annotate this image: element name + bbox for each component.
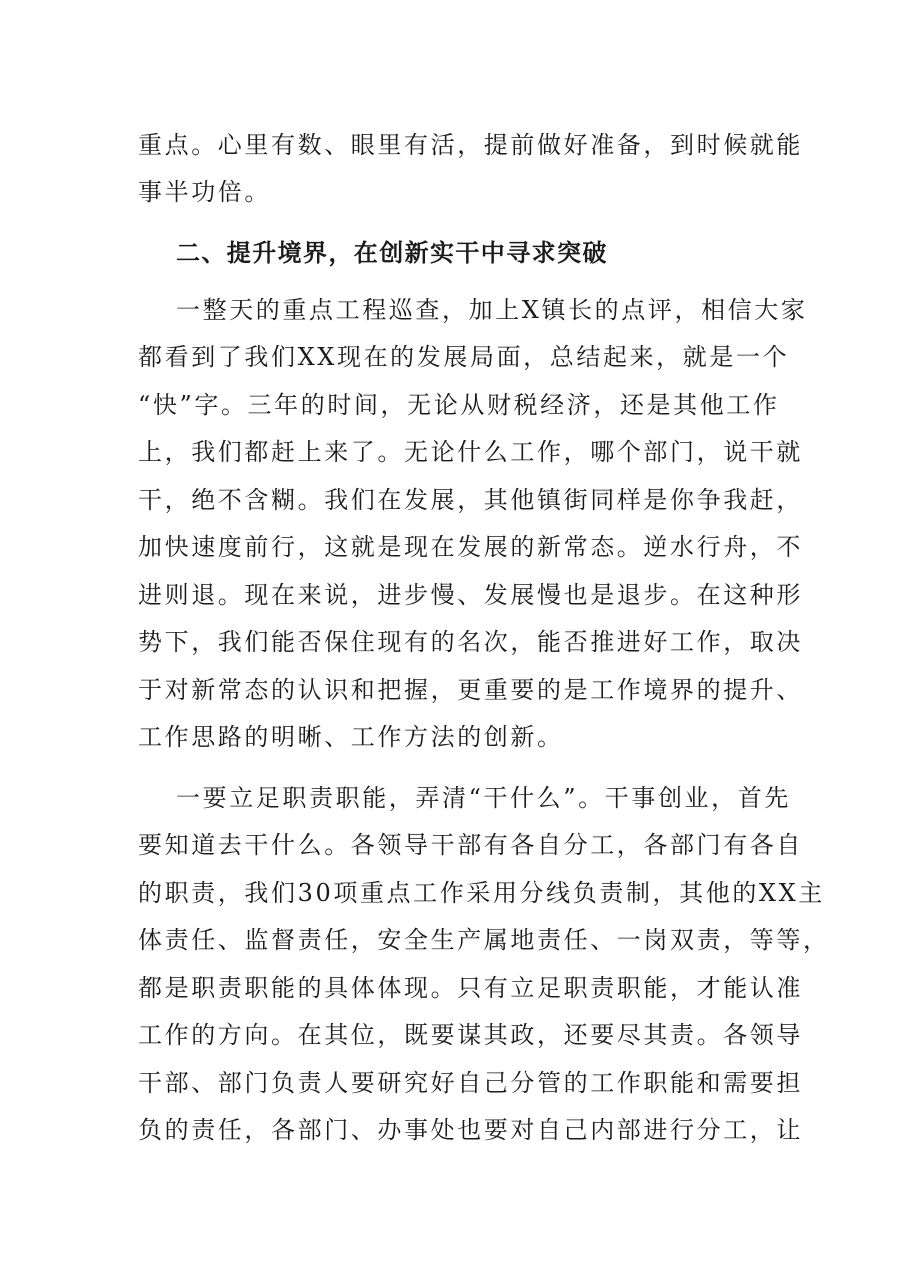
paragraph-line: “快”字。三年的时间，无论从财税经济，还是其他工作 [138,391,780,419]
paragraph-line: 都看到了我们XX现在的发展局面，总结起来，就是一个 [138,343,790,371]
paragraph-line: 工作思路的明晰、工作方法的创新。 [138,723,564,751]
paragraph-line: 上，我们都赶上来了。无论什么工作，哪个部门，说干就 [138,438,803,466]
paragraph-line: 工作的方向。在其位，既要谋其政，还要尽其责。各领导 [138,1021,803,1049]
section-heading: 二、提升境界，在创新实干中寻求突破 [176,239,608,267]
paragraph-line: 都是职责职能的具体体现。只有立足职责职能，才能认准 [138,974,803,1002]
paragraph-line: 一整天的重点工程巡查，加上X镇长的点评，相信大家 [176,296,808,324]
paragraph-line: 重点。心里有数、眼里有活，提前做好准备，到时候就能 [138,131,803,159]
paragraph-line: 负的责任，各部门、办事处也要对自己内部进行分工，让 [138,1116,803,1144]
paragraph-line: 要知道去干什么。各领导干部有各自分工，各部门有各自 [138,831,803,859]
paragraph-line: 加快速度前行，这就是现在发展的新常态。逆水行舟，不 [138,533,803,561]
paragraph-line: 事半功倍。 [138,178,271,206]
paragraph-line: 进则退。现在来说，进步慢、发展慢也是退步。在这种形 [138,581,803,609]
paragraph-line: 一要立足职责职能，弄清“干什么”。干事创业，首先 [176,784,791,812]
paragraph-line: 干部、部门负责人要研究好自己分管的工作职能和需要担 [138,1069,803,1097]
paragraph-line: 于对新常态的认识和把握，更重要的是工作境界的提升、 [138,676,803,704]
paragraph-line: 势下，我们能否保住现有的名次，能否推进好工作，取决 [138,628,803,656]
paragraph-line: 体责任、监督责任，安全生产属地责任、一岗双责，等等， [138,926,830,954]
paragraph-line: 干，绝不含糊。我们在发展，其他镇街同样是你争我赶， [138,486,803,514]
paragraph-line: 的职责，我们30项重点工作采用分线负责制，其他的XX主 [138,879,825,907]
